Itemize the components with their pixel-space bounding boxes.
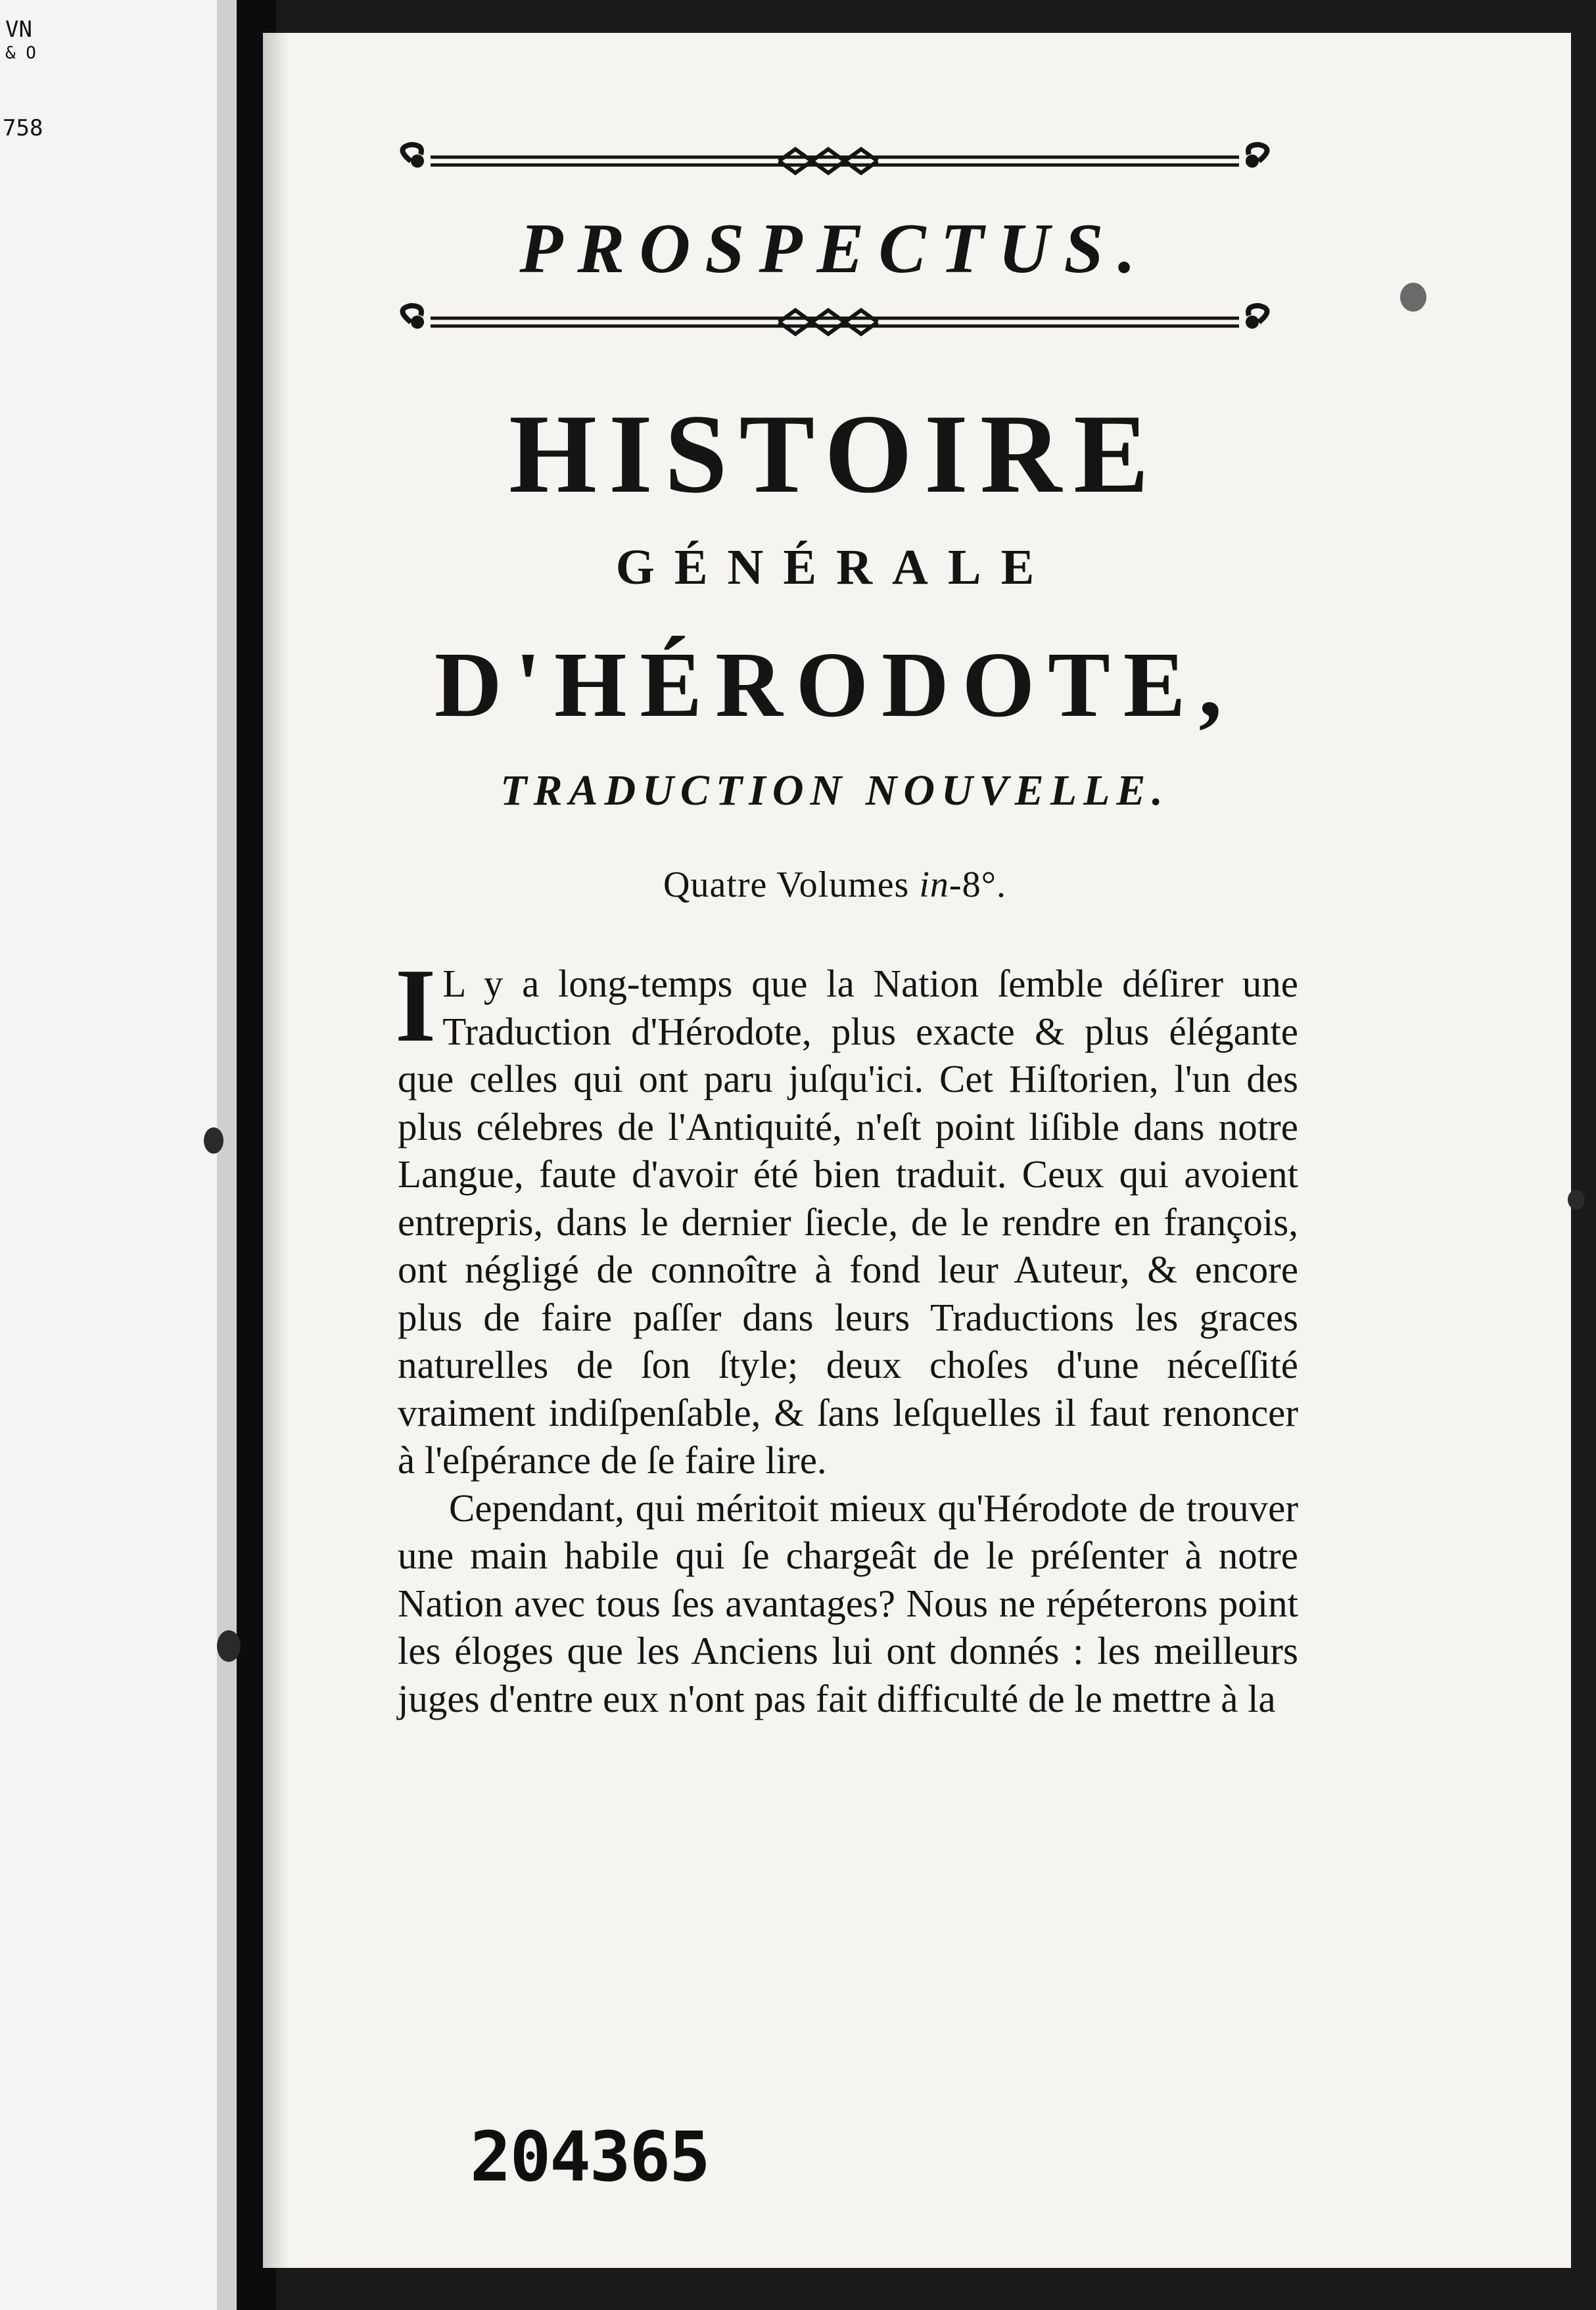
subtitle-traduction: TRADUCTION NOUVELLE. <box>500 766 1169 814</box>
shelf-mark-line2: & O <box>5 43 36 63</box>
drop-cap: I <box>395 947 436 1064</box>
title-herodote: D'HÉRODOTE, <box>434 632 1236 736</box>
ink-blot <box>204 1127 223 1154</box>
ornament-rule-top <box>391 141 1279 181</box>
volumes-prefix: Quatre Volumes <box>663 864 920 905</box>
page-gutter-shadow <box>263 33 289 2268</box>
accession-number-stamp: 204365 <box>470 2117 709 2197</box>
shelf-mark-line1: VN <box>5 16 32 43</box>
ink-blot <box>1400 283 1426 312</box>
document-page <box>263 33 1571 2268</box>
title-histoire: HISTOIRE <box>509 392 1161 517</box>
ink-blot <box>217 1630 241 1662</box>
paragraph-1 <box>395 947 1298 1484</box>
shelf-mark-line3: 758 <box>3 115 43 141</box>
book-spine-edge <box>217 0 237 2310</box>
ornament-rule-bottom <box>391 302 1279 342</box>
volumes-note <box>391 866 1279 903</box>
paragraph-2: Cependant, qui méritoit mieux qu'Hérodote de trouver une main habile qui ſe chargeât de le préſenter à notre Nation avec tous ſes avantages? Nous ne répéterons point les éloges que les Anciens lui ont donnés : les meilleurs juges d'entre eux n'ont pas fait difficulté de le mettre à la <box>398 1486 1298 1720</box>
ink-blot <box>1568 1190 1585 1210</box>
title-generale: GÉNÉRALE <box>615 540 1054 595</box>
volumes-suffix: -8°. <box>949 864 1006 905</box>
prospectus-heading: PROSPECTUS. <box>519 210 1150 288</box>
body-text <box>395 947 1298 1722</box>
left-margin-strip <box>0 0 237 2310</box>
paragraph-1-text: L y a long-temps que la Nation ſemble déſirer une Traduction d'Hérodote, plus exacte & plus élégante que celles qui ont paru juſqu'ici. Cet Hiſtorien, l'un des plus célebres de l'Antiquité, n'eſt point liſible dans notre Langue, faute d'avoir été bien traduit. Ceux qui avoient entrepris, dans le dernier ſiecle, de le rendre en françois, ont négligé de connoître à fond leur Auteur, & encore plus de faire paſſer dans leurs Traductions les graces naturelles de ſon ſtyle; deux choſes d'une néceſſité vraiment indiſpenſable, & ſans leſquelles il faut renoncer à l'eſpérance de ſe faire lire. <box>398 962 1298 1482</box>
volumes-italic: in <box>919 864 949 905</box>
